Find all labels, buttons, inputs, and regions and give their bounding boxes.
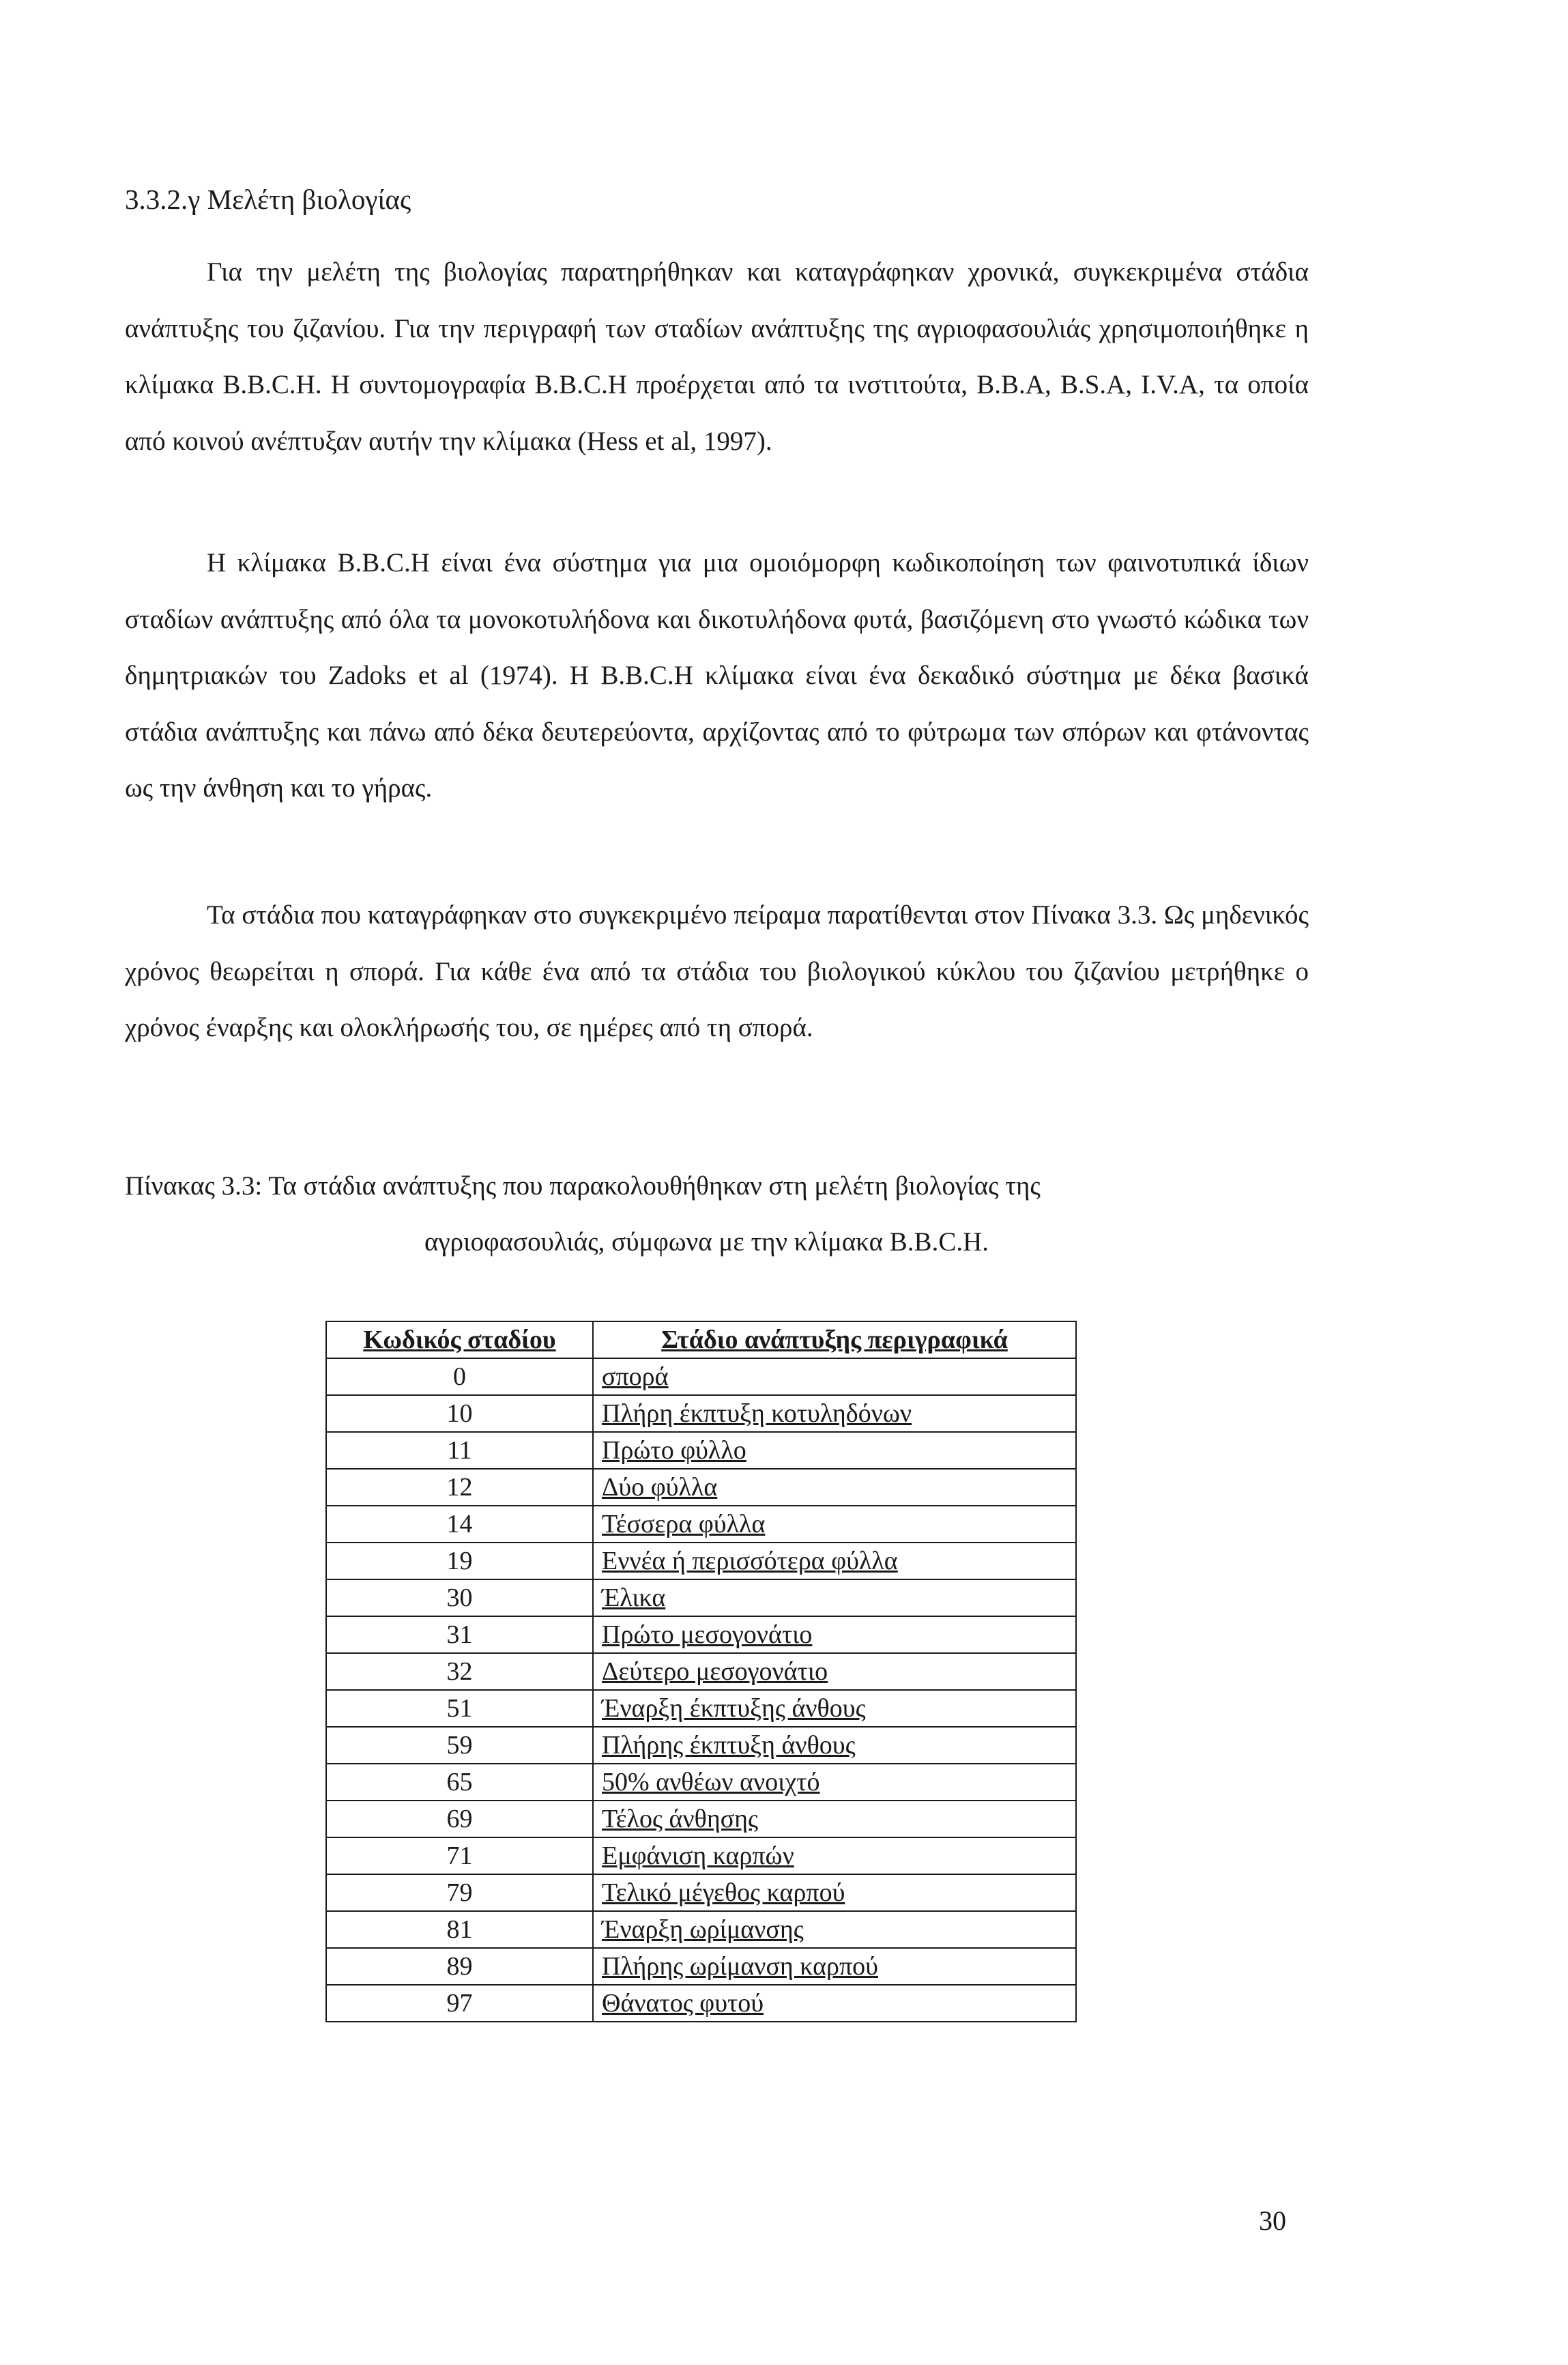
- page-number: 30: [1259, 2205, 1286, 2236]
- stage-description-cell: Τέλος άνθησης: [593, 1801, 1076, 1837]
- paragraph-recorded-stages: Τα στάδια που καταγράφηκαν στο συγκεκριμένο πείραμα παρατίθενται στον Πίνακα 3.3. Ως μηδενικός χρόνος θεωρείται η σπορά. Για κάθε ένα από τα στάδια του βιολογικού κύκλου του ζιζανίου μετρήθηκε ο χρόνος έναρξης και ολοκλήρωσής του, σε ημέρες από τη σπορά.: [125, 900, 1309, 1042]
- table-header-row: [326, 1321, 1076, 1358]
- stage-description-cell: Εμφάνιση καρπών: [593, 1837, 1076, 1874]
- stage-description-cell: 50% ανθέων ανοιχτό: [593, 1764, 1076, 1801]
- table-row: [326, 1358, 1076, 1395]
- stage-description-cell: Θάνατος φυτού: [593, 1985, 1076, 2022]
- stage-code-cell: 71: [326, 1837, 593, 1874]
- stage-code-cell: 59: [326, 1727, 593, 1764]
- stage-description-cell: Δεύτερο μεσογονάτιο: [593, 1653, 1076, 1690]
- table-row: [326, 1543, 1076, 1579]
- table-row: [326, 1653, 1076, 1690]
- table-row: [326, 1801, 1076, 1837]
- table-row: [326, 1690, 1076, 1727]
- table-row: [326, 1506, 1076, 1543]
- table-row: [326, 1837, 1076, 1874]
- stage-description-cell: Τελικό μέγεθος καρπού: [593, 1874, 1076, 1911]
- header-stage-code: Κωδικός σταδίου: [326, 1321, 593, 1358]
- table-row: [326, 1911, 1076, 1948]
- stage-code-cell: 89: [326, 1948, 593, 1985]
- table-row: [326, 1985, 1076, 2022]
- stage-code-cell: 11: [326, 1432, 593, 1469]
- stage-code-cell: 81: [326, 1911, 593, 1948]
- header-stage-description: Στάδιο ανάπτυξης περιγραφικά: [593, 1321, 1076, 1358]
- stage-description-cell: Πλήρης έκπτυξη άνθους: [593, 1727, 1076, 1764]
- stage-description-cell: σπορά: [593, 1358, 1076, 1395]
- table-body: [326, 1358, 1076, 2022]
- stage-code-cell: 31: [326, 1616, 593, 1653]
- stage-description-cell: Έναρξη έκπτυξης άνθους: [593, 1690, 1076, 1727]
- stage-code-cell: 97: [326, 1985, 593, 2022]
- stage-code-cell: 14: [326, 1506, 593, 1543]
- stage-code-cell: 32: [326, 1653, 593, 1690]
- table-row: [326, 1764, 1076, 1801]
- table-row: [326, 1432, 1076, 1469]
- stage-code-cell: 69: [326, 1801, 593, 1837]
- stage-code-cell: 19: [326, 1543, 593, 1579]
- table-row: [326, 1579, 1076, 1616]
- stage-code-cell: 0: [326, 1358, 593, 1395]
- stage-description-cell: Πλήρη έκπτυξη κοτυληδόνων: [593, 1395, 1076, 1432]
- table-row: [326, 1727, 1076, 1764]
- stage-code-cell: 30: [326, 1579, 593, 1616]
- table-caption-line2: αγριοφασουλιάς, σύμφωνα με την κλίμακα B.B.C.H.: [424, 1227, 989, 1257]
- table-caption: [125, 1158, 1309, 1270]
- growth-stages-table: [325, 1321, 1077, 2022]
- table-row: [326, 1874, 1076, 1911]
- table-row: [326, 1948, 1076, 1985]
- stage-description-cell: Τέσσερα φύλλα: [593, 1506, 1076, 1543]
- section-heading: 3.3.2.γ Μελέτη βιολογίας: [125, 184, 411, 215]
- paragraph-bbch-scale: Η κλίμακα B.B.C.H είναι ένα σύστημα για μια ομοιόμορφη κωδικοποίηση των φαινοτυπικά ίδιων σταδίων ανάπτυξης από όλα τα μονοκοτυλήδονα και δικοτυλήδονα φυτά, βασιζόμενη στο γνωστό κώδικα των δημητριακών του Zadoks et al (1974). Η B.B.C.H κλίμακα είναι ένα δεκαδικό σύστημα με δέκα βασικά στάδια ανάπτυξης και πάνω από δέκα δευτερεύοντα, αρχίζοντας από το φύτρωμα των σπόρων και φτάνοντας ως την άνθηση και το γήρας.: [125, 548, 1309, 803]
- stage-description-cell: Δύο φύλλα: [593, 1469, 1076, 1506]
- stage-description-cell: Εννέα ή περισσότερα φύλλα: [593, 1543, 1076, 1579]
- table-caption-line1: Πίνακας 3.3: Τα στάδια ανάπτυξης που παρακολουθήθηκαν στη μελέτη βιολογίας της: [125, 1171, 1041, 1201]
- stage-code-cell: 65: [326, 1764, 593, 1801]
- stage-code-cell: 12: [326, 1469, 593, 1506]
- stage-code-cell: 79: [326, 1874, 593, 1911]
- stage-description-cell: Έναρξη ωρίμανσης: [593, 1911, 1076, 1948]
- stage-description-cell: Πλήρης ωρίμανση καρπού: [593, 1948, 1076, 1985]
- table-row: [326, 1395, 1076, 1432]
- stage-code-cell: 10: [326, 1395, 593, 1432]
- paragraph-intro: Για την μελέτη της βιολογίας παρατηρήθηκαν και καταγράφηκαν χρονικά, συγκεκριμένα στάδια ανάπτυξης του ζιζανίου. Για την περιγραφή των σταδίων ανάπτυξης της αγριοφασουλιάς χρησιμοποιήθηκε η κλίμακα B.B.C.H. Η συντομογραφία B.B.C.H προέρχεται από τα ινστιτούτα, B.B.A, B.S.A, I.V.A, τα οποία από κοινού ανέπτυξαν αυτήν την κλίμακα (Hess et al, 1997).: [125, 257, 1309, 456]
- table-row: [326, 1616, 1076, 1653]
- stage-description-cell: Έλικα: [593, 1579, 1076, 1616]
- stage-code-cell: 51: [326, 1690, 593, 1727]
- stage-description-cell: Πρώτο μεσογονάτιο: [593, 1616, 1076, 1653]
- stage-description-cell: Πρώτο φύλλο: [593, 1432, 1076, 1469]
- table-row: [326, 1469, 1076, 1506]
